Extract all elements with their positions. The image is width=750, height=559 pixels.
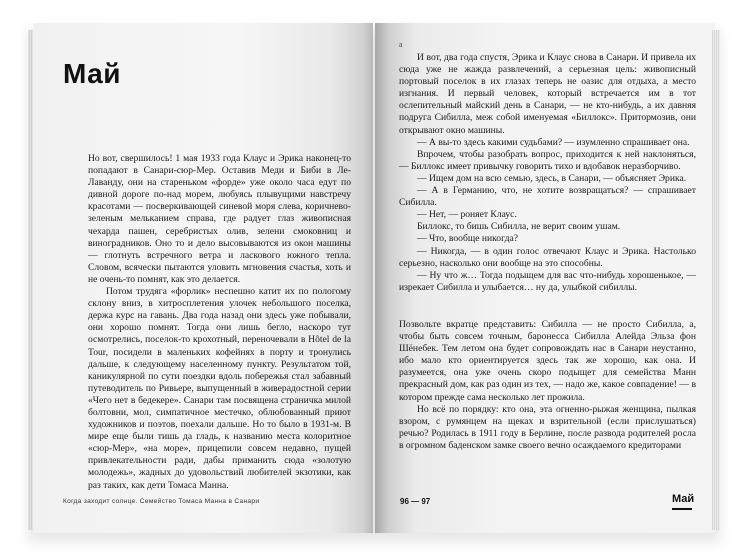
right-section-paragraph-1: Позвольте вкратце представить: Сибилла — не просто Сибилла, а, чтобы быть совсем точным, баронесса Сибилла Алейда Эльза фон Шёнебек. Тем летом она будет сопровождать нас в Санари неустанно, ибо мало кто ориентируется здесь так же хорошо, как она. И разумеется, она уже очень скоро подыщет для семейства Манн прекрасный дом, как раз один из тех, — надо же, какое совпадение! — в котором прежде сама несколько лет прожила. [399,319,696,403]
right-page-body-bottom [399,319,696,452]
left-paragraph-2: Потом трудяга «форлик» неспешно катит их по пологому склону вниз, в хитросплетения улочек небольшого поселка, держа курс на гавань. Два года назад они здесь уже побывали, они хорошо помнят. Тогда они лишь бегло, наскоро тут осмотрелись, поселок-то крохотный, переночевали в Hôtel de la Tour, посидели в маленьких кофейнях в порту и тронулись дальше, к следующему населенному пункту. Результатом той, каникулярной по сути поездки вдоль побережья стал забавный путеводитель по Ривьере, выпущенный в живерадостной серии «Чего нет в бедекере». Санари там посвящена страничка милой болтовни, мол, симпатичное местечко, облюбованный приют художников и поэтов, поехали дальше. Но то было в 1931-м. В мире еще были тишь да гладь, к названию места колоритное «сюр-Мер», «на море», прицепили совсем недавно, пущей привлекательности ради, дабы приманить сюда «золотую молодежь», жадных до удовольствий любителей экзотики, как раз таких, как дети Томаса Манна. [88,286,351,491]
left-paragraph-1: Но вот, свершилось! 1 мая 1933 года Клаус и Эрика наконец-то попадают в Санари-сюр-Мер. Оставив Меди и Биби в Ле-Лаванду, они на стареньком «форде» уже около часа едут по дивной дороге по-над морем, любуясь плывущими навстречу красотами — посверкивающей синевой моря слева, коричнево-зеленым мельканием справа, где радует глаз живописная чехарда пашен, серебристых олив, зелени смоковниц и виноградников. Оно то и дело высовываются из окон машины — глотнуть встречного ветра и ласкового южного тепла. Словом, всячески пытаются уловить мгновения счастья, хоть и не очень-то помнят, как это делается. [88,153,351,285]
dialogue-line: — Никогда, — в один голос отвечают Клаус и Эрика. Настолько серьезно, насколько они вообще на это способны. [399,245,696,269]
dialogue-line: — Что, вообще никогда? [417,233,518,245]
right-page-body-top [399,52,696,294]
page-numbers: 96 — 97 [400,497,431,506]
running-head: Когда заходит солнце. Семейство Томаса Манна в Санари [63,498,260,505]
dialogue-line: — Нет, — роняет Клаус. [417,209,517,221]
right-page-edges [712,30,720,530]
right-paragraph-1: И вот, два года спустя, Эрика и Клаус снова в Санари. И привела их сюда уже не жажда развлечений, а серьезная цель: живописный портовый поселок в их глазах теперь не оазис для отдыха, а место изгнания. И первый человек, который встречается им в тот ослепительный майский день в Санари, — не кто-нибудь, а их давняя подруга Сибилла, меж собой именуемая «Биллокс». Притормозив, они открывают окно машины. [399,52,696,136]
section-label-underline [672,508,692,510]
right-section-paragraph-2: Но всё по порядку: кто она, эта огненно-рыжая женщина, пылкая взором, с румянцем на щеках и взрительной (если прислушаться) речью? Родилась в 1911 году в Берлине, после развода родителей росла в огромном баденском замке своего вечно осаждаемого кредиторами [399,403,696,451]
dialogue-line: — Ну что ж… Тогда подыщем для вас что-нибудь хорошенькое, — изрекает Сибилла и улыбается… ну да, улыбкой сибиллы. [399,269,696,293]
dialogue-line: — Ищем дом на всю семью, здесь, в Санари, — объясняет Эрика. [417,172,687,184]
section-label: Май [672,493,695,505]
chapter-title: Май [63,58,121,89]
dialogue-line: Биллокс, то бишь Сибилла, не верит своим ушам. [417,221,621,233]
dialogue-line: — А в Германию, что, не хотите возвращаться? — спрашивает Сибилла. [399,185,696,209]
dialogue-line: — А вы-то здесь какими судьбами? — изумленно спрашивает она. [417,136,690,148]
left-page-body [88,153,351,492]
section-marker: a [399,40,403,49]
dialogue-line: Впрочем, чтобы разобрать вопрос, приходится к ней наклоняться, — Биллокс имеет привычку говорить тихо и вдобавок неразборчиво. [399,148,696,172]
